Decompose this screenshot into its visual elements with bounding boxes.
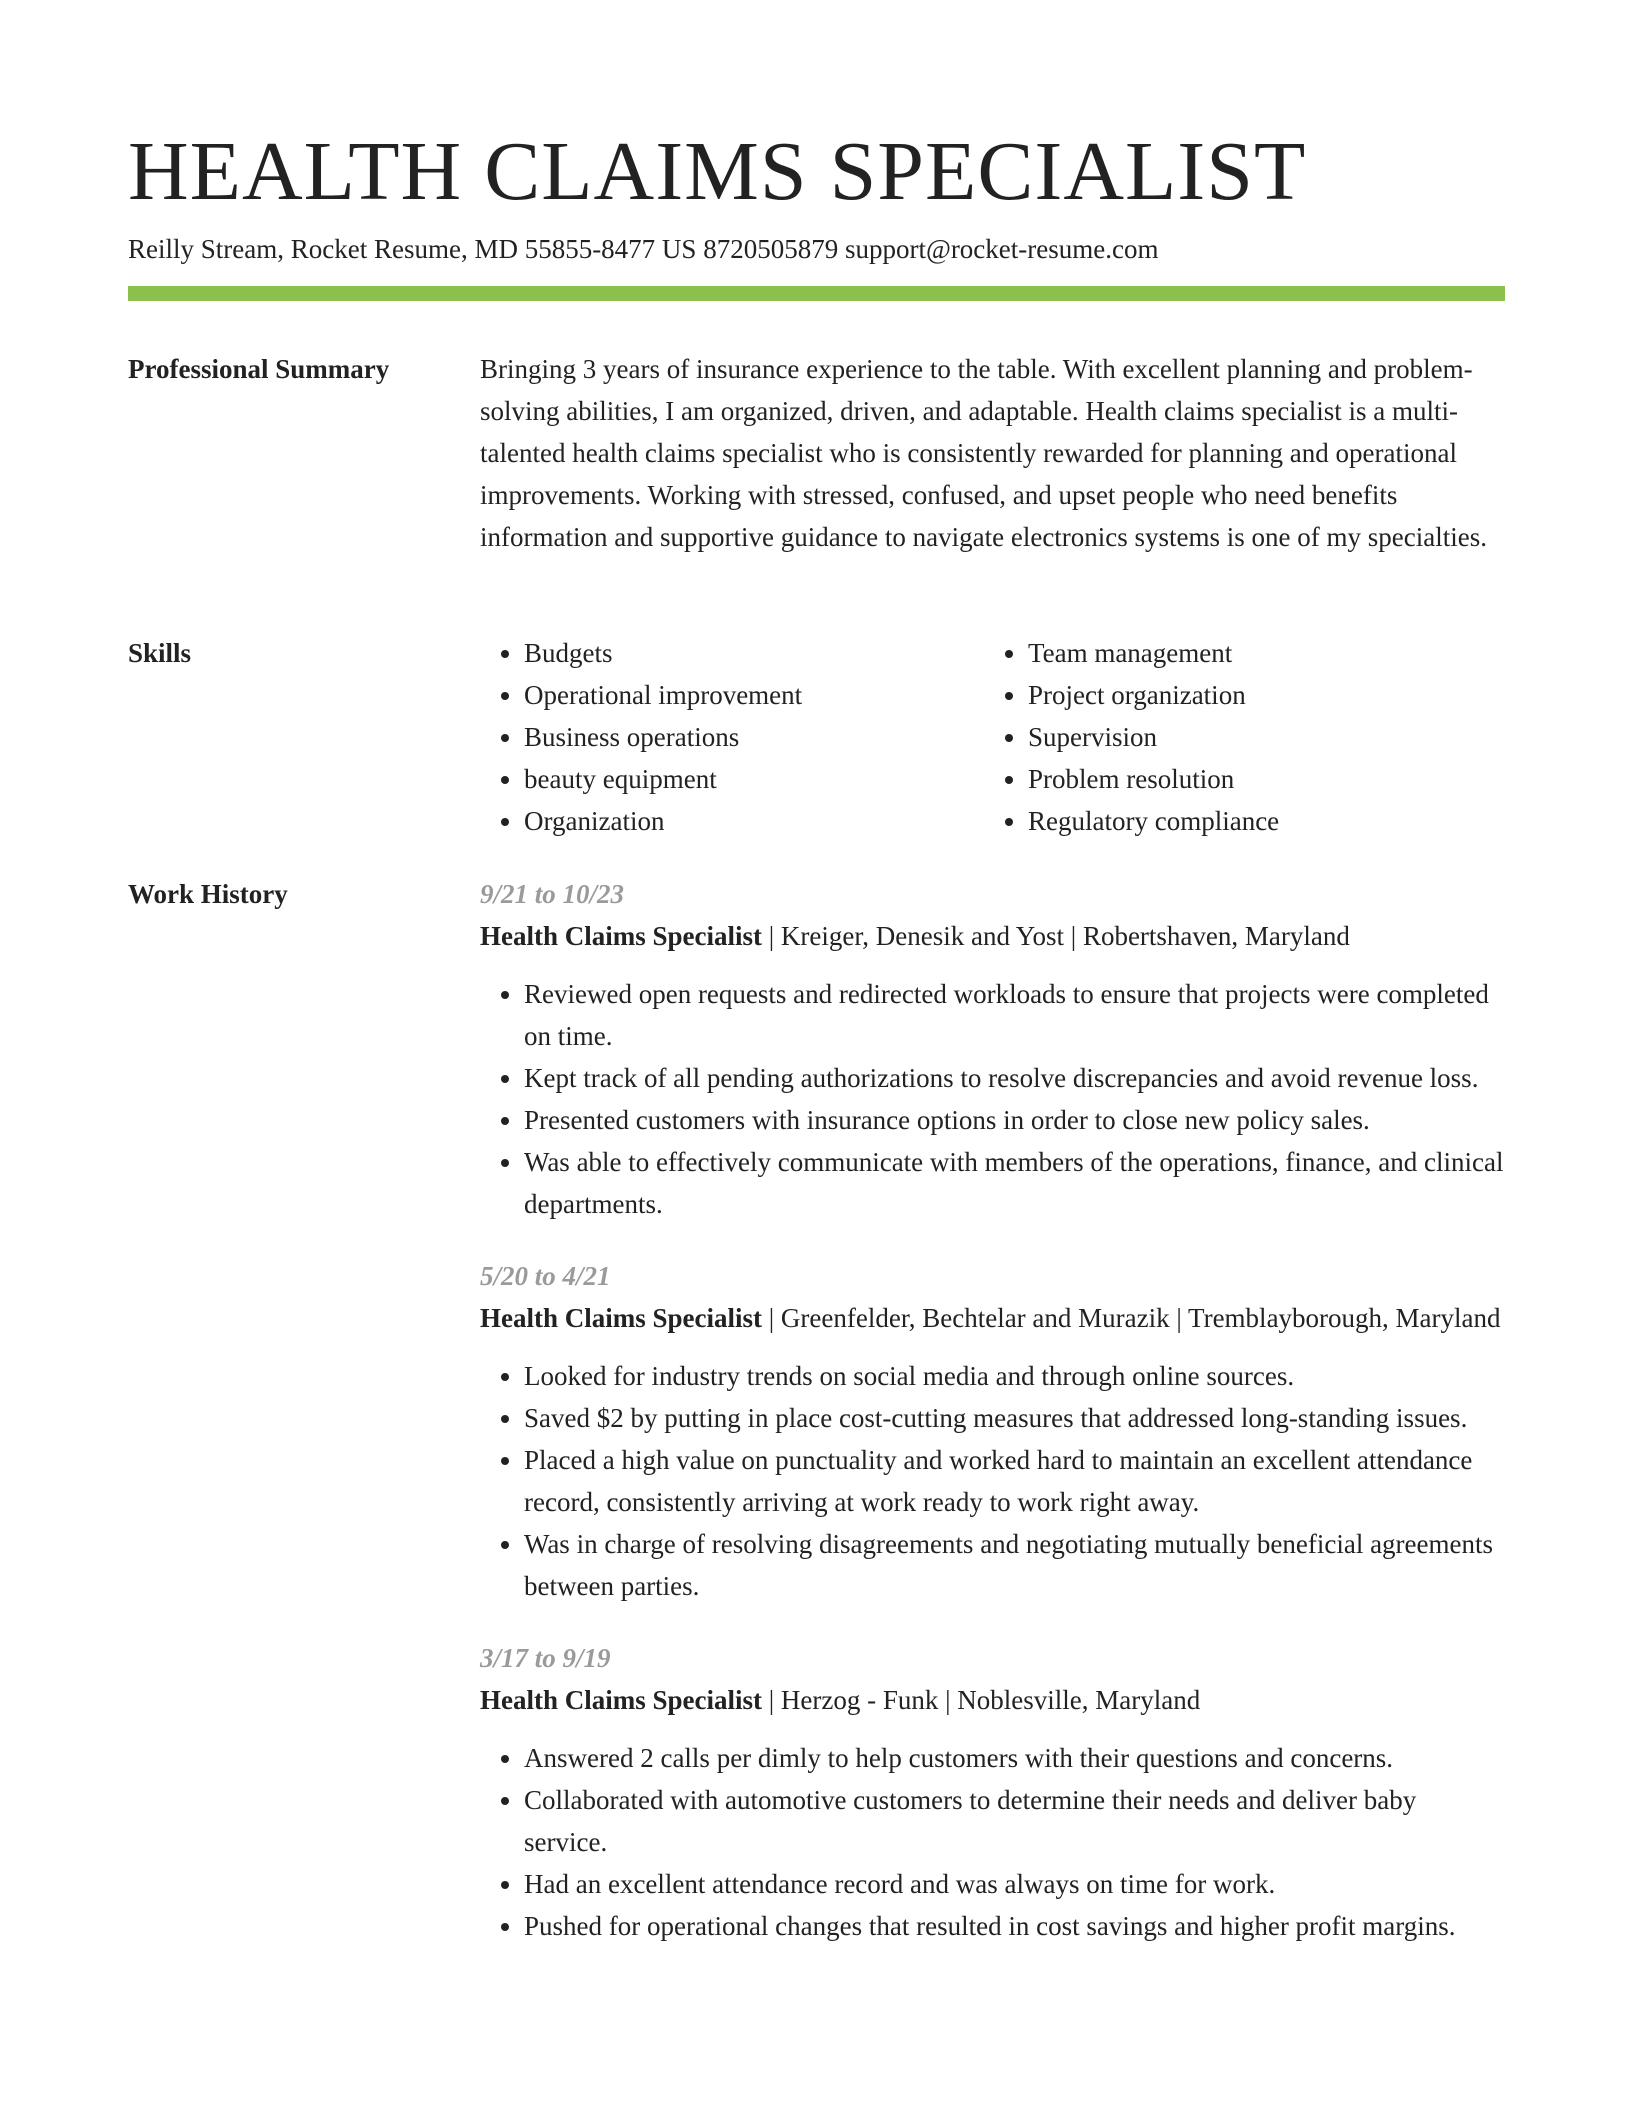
skill-item: • beauty equipment xyxy=(524,758,984,800)
job-dates: 5/20 to 4/21 xyxy=(480,1261,611,1291)
job-title: Health Claims Specialist xyxy=(480,1303,762,1333)
job-header xyxy=(480,915,1505,957)
job-title: Health Claims Specialist xyxy=(480,1685,762,1715)
skills-list-right xyxy=(984,632,1488,842)
summary-text: Bringing 3 years of insurance experience to the table. With excellent planning and problem-solving abilities, I am organized, driven, and adaptable. Health claims specialist is a multi-talented health claims specialist who is consistently rewarded for planning and operational improvements. Working with stressed, confused, and upset people who need benefits information and supportive guidance to navigate electronics systems is one of my specialties. xyxy=(480,354,1487,552)
job-entry xyxy=(480,1637,1505,1947)
job-bullet: • Was in charge of resolving disagreements and negotiating mutually beneficial agreements between parties. xyxy=(524,1523,1505,1607)
skill-item: • Problem resolution xyxy=(1028,758,1488,800)
skill-item: • Regulatory compliance xyxy=(1028,800,1488,842)
job-bullet: • Pushed for operational changes that resulted in cost savings and higher profit margins. xyxy=(524,1905,1505,1947)
job-bullet: • Had an excellent attendance record and was always on time for work. xyxy=(524,1863,1505,1905)
skill-item: • Team management xyxy=(1028,632,1488,674)
contact-line: Reilly Stream, Rocket Resume, MD 55855-8477 US 8720505879 support@rocket-resume.com xyxy=(128,234,1159,264)
job-bullet: • Kept track of all pending authorizations to resolve discrepancies and avoid revenue loss. xyxy=(524,1057,1505,1099)
summary-heading: Professional Summary xyxy=(128,354,390,384)
skill-item: • Project organization xyxy=(1028,674,1488,716)
skill-item: • Operational improvement xyxy=(524,674,984,716)
skills-columns xyxy=(480,632,1505,842)
job-bullet: • Placed a high value on punctuality and worked hard to maintain an excellent attendance record, consistently arriving at work ready to work right away. xyxy=(524,1439,1505,1523)
work-history-body xyxy=(480,873,1505,1947)
job-bullets xyxy=(480,1737,1505,1947)
job-header xyxy=(480,1297,1505,1339)
work-history-heading: Work History xyxy=(128,879,288,909)
skills-list-left xyxy=(480,632,984,842)
summary-body xyxy=(480,348,1505,558)
accent-divider xyxy=(128,286,1505,301)
job-details: | Kreiger, Denesik and Yost | Robertshaven, Maryland xyxy=(762,921,1350,951)
job-title: Health Claims Specialist xyxy=(480,921,762,951)
job-entry xyxy=(480,873,1505,1225)
job-header xyxy=(480,1679,1505,1721)
resume-title: HEALTH CLAIMS SPECIALIST xyxy=(128,125,1307,218)
job-bullet: • Collaborated with automotive customers to determine their needs and deliver baby service. xyxy=(524,1779,1505,1863)
job-bullet: • Looked for industry trends on social media and through online sources. xyxy=(524,1355,1505,1397)
job-bullet: • Answered 2 calls per dimly to help customers with their questions and concerns. xyxy=(524,1737,1505,1779)
job-bullets xyxy=(480,1355,1505,1607)
job-dates: 3/17 to 9/19 xyxy=(480,1643,611,1673)
skill-item: • Organization xyxy=(524,800,984,842)
job-bullets xyxy=(480,973,1505,1225)
job-bullet: • Presented customers with insurance options in order to close new policy sales. xyxy=(524,1099,1505,1141)
job-dates: 9/21 to 10/23 xyxy=(480,879,625,909)
job-bullet: • Saved $2 by putting in place cost-cutting measures that addressed long-standing issues. xyxy=(524,1397,1505,1439)
job-details: | Herzog - Funk | Noblesville, Maryland xyxy=(762,1685,1201,1715)
job-bullet: • Reviewed open requests and redirected workloads to ensure that projects were completed on time. xyxy=(524,973,1505,1057)
skill-item: • Budgets xyxy=(524,632,984,674)
job-details: | Greenfelder, Bechtelar and Murazik | Tremblayborough, Maryland xyxy=(762,1303,1501,1333)
skills-heading: Skills xyxy=(128,638,192,668)
skill-item: • Business operations xyxy=(524,716,984,758)
skills-body xyxy=(480,632,1505,842)
skill-item: • Supervision xyxy=(1028,716,1488,758)
job-entry xyxy=(480,1255,1505,1607)
job-bullet: • Was able to effectively communicate with members of the operations, finance, and clinical departments. xyxy=(524,1141,1505,1225)
